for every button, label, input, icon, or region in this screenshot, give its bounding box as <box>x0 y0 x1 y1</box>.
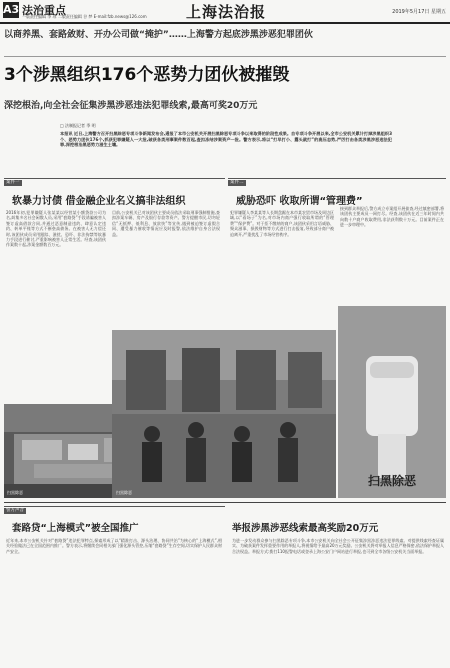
bottom-left-tag: 警方声音 <box>6 508 24 513</box>
poster-sign: 扫黑除恶 <box>367 474 416 488</box>
bottom-left-title: 套路贷“上海模式”被全国推广 <box>12 523 139 534</box>
bottom-right-title: 举报涉黑涉恶线索最高奖励20万元 <box>232 523 379 534</box>
byline: □ 法制报记者 季 明 <box>60 123 96 128</box>
divider <box>4 56 446 57</box>
case1-tag: 案件一 <box>6 180 20 185</box>
photo-right-caption: 扫黑除恶 <box>116 490 132 495</box>
photo-suspects <box>112 330 336 498</box>
headline-kicker: 以商养黑、套路敛财、开办公司做“掩护”……上海警方起底涉黑涉恶犯罪团伙 <box>4 30 313 40</box>
sub-headline: 深挖根治,向全社会征集涉黑涉恶违法犯罪线索,最高可奖20万元 <box>4 101 258 111</box>
photo-left-caption: 扫黑除恶 <box>7 490 23 495</box>
editor-info: 一版责任编辑 李 琼 二版责任编辑 谷 梦 E-mail:fzb.news@126.com <box>22 14 147 19</box>
case2-header <box>228 178 446 187</box>
suspects-photo-image <box>112 330 336 498</box>
case2-title: 威胁恐吓 收取所谓“管理费” <box>236 196 363 207</box>
poster-sweep-gangs <box>338 306 446 498</box>
newspaper-name: 上海法治报 <box>186 3 267 21</box>
bottom-left-text: 近年来,本市公安机关针对“套路贷”违法犯罪特点,探索形成了以“精准打击、源头治理、协同共治”为核心的“上海模式”,相关经验做法已在全国范围内推广。警方表示,将继续会同相关部门强化源头管控,压缩“套路贷”生存空间,切实保护人民群众财产安全。 <box>6 538 222 554</box>
section-title: 法治重点 <box>22 4 66 17</box>
bottom-right-text: 为进一步发动群众参与扫黑除恶专项斗争,本市公安机关向全社会公开征集涉黑涉恶违法犯罪线索。对提供线索经查证属实、为破获案件发挥重要作用的举报人,将视情给予最高20万元奖励。公安机关将对举报人信息严格保密,依法保护举报人合法权益。举报方式:拨打110报警电话或登录上海公安门户网站进行举报,也可到全市各级公安机关当面举报。 <box>232 538 444 554</box>
intro-paragraph: 本报讯 近日,上海警方召开扫黑除恶专项斗争新闻发布会,通报了本市公安机关开展扫黑除恶专项斗争以来取得的阶段性成果。自专项斗争开展以来,全市公安机关累计打掉涉黑组织3个、恶势力团伙176个,抓获犯罪嫌疑人一大批,破获各类刑事案件数百起,查扣冻结涉案资产一批。警方表示,将以“打早打小、露头就打”的高压态势,严厉打击各类涉黑涉恶违法犯罪,深挖根治黑恶势力滋生土壤。 <box>60 131 392 148</box>
page-code: A3 <box>3 3 20 16</box>
case2-text-col2: 接到群众举报后,警方成立专案组开展侦查,经过缜密部署,将该团伙主要成员一网打尽。经查,该团伙在近三年时间内共向数十户商户收取费用,非法获利数十万元。目前案件正在进一步审理中。 <box>340 206 444 228</box>
bottom-left-header <box>4 506 225 515</box>
masthead <box>0 0 450 24</box>
case1-header <box>4 178 225 187</box>
case1-text-col1: 2016年初,犯罪嫌疑人张某某以经营某小额贷款公司为名,纠集多名社会闲散人员,采用“套路贷”手段诱骗被害人签订虚高借款合同,并通过恶意制造违约、肆意认定违约、转单平账等方式不断垒高债务。在被害人无力偿还时,该团伙成员采用跟踪、滋扰、恐吓、非法拘禁等软暴力手段进行催讨,严重影响被害人正常生活。经查,该团伙作案数十起,涉案金额数百万元。 <box>6 210 106 248</box>
case1-text-col2: 目前,公安机关已对该团伙主要成员依法采取刑事强制措施,查扣涉案车辆、房产及银行存款等资产。警方提醒市民,切勿轻信“无抵押、低利息、放款快”等宣传,遇到被迫签订虚假合同、遭受暴力催收等情况应及时报警,依法维护自身合法权益。 <box>112 210 220 237</box>
case1-title: 软暴力讨债 借金融企业名义搞非法组织 <box>12 196 186 207</box>
issue-date: 2019年5月17日 星期五 <box>392 9 446 15</box>
bottom-divider <box>4 502 446 503</box>
fist-icon <box>338 306 446 498</box>
main-headline: 3个涉黑组织176个恶势力团伙被摧毁 <box>4 65 290 85</box>
case2-text-col1: 犯罪嫌疑人李某某等人长期盘踞在本市某农贸市场及周边区域,以“看场子”为名,对市场内商户强行收取所谓的“管理费”“保护费”。对于拒不缴纳的商户,该团伙采用言语威胁、聚众滋事、损毁财物等方式进行打击报复,导致部分商户被迫离开,严重扰乱了市场经营秩序。 <box>230 210 334 237</box>
case2-tag: 案件二 <box>230 180 244 185</box>
